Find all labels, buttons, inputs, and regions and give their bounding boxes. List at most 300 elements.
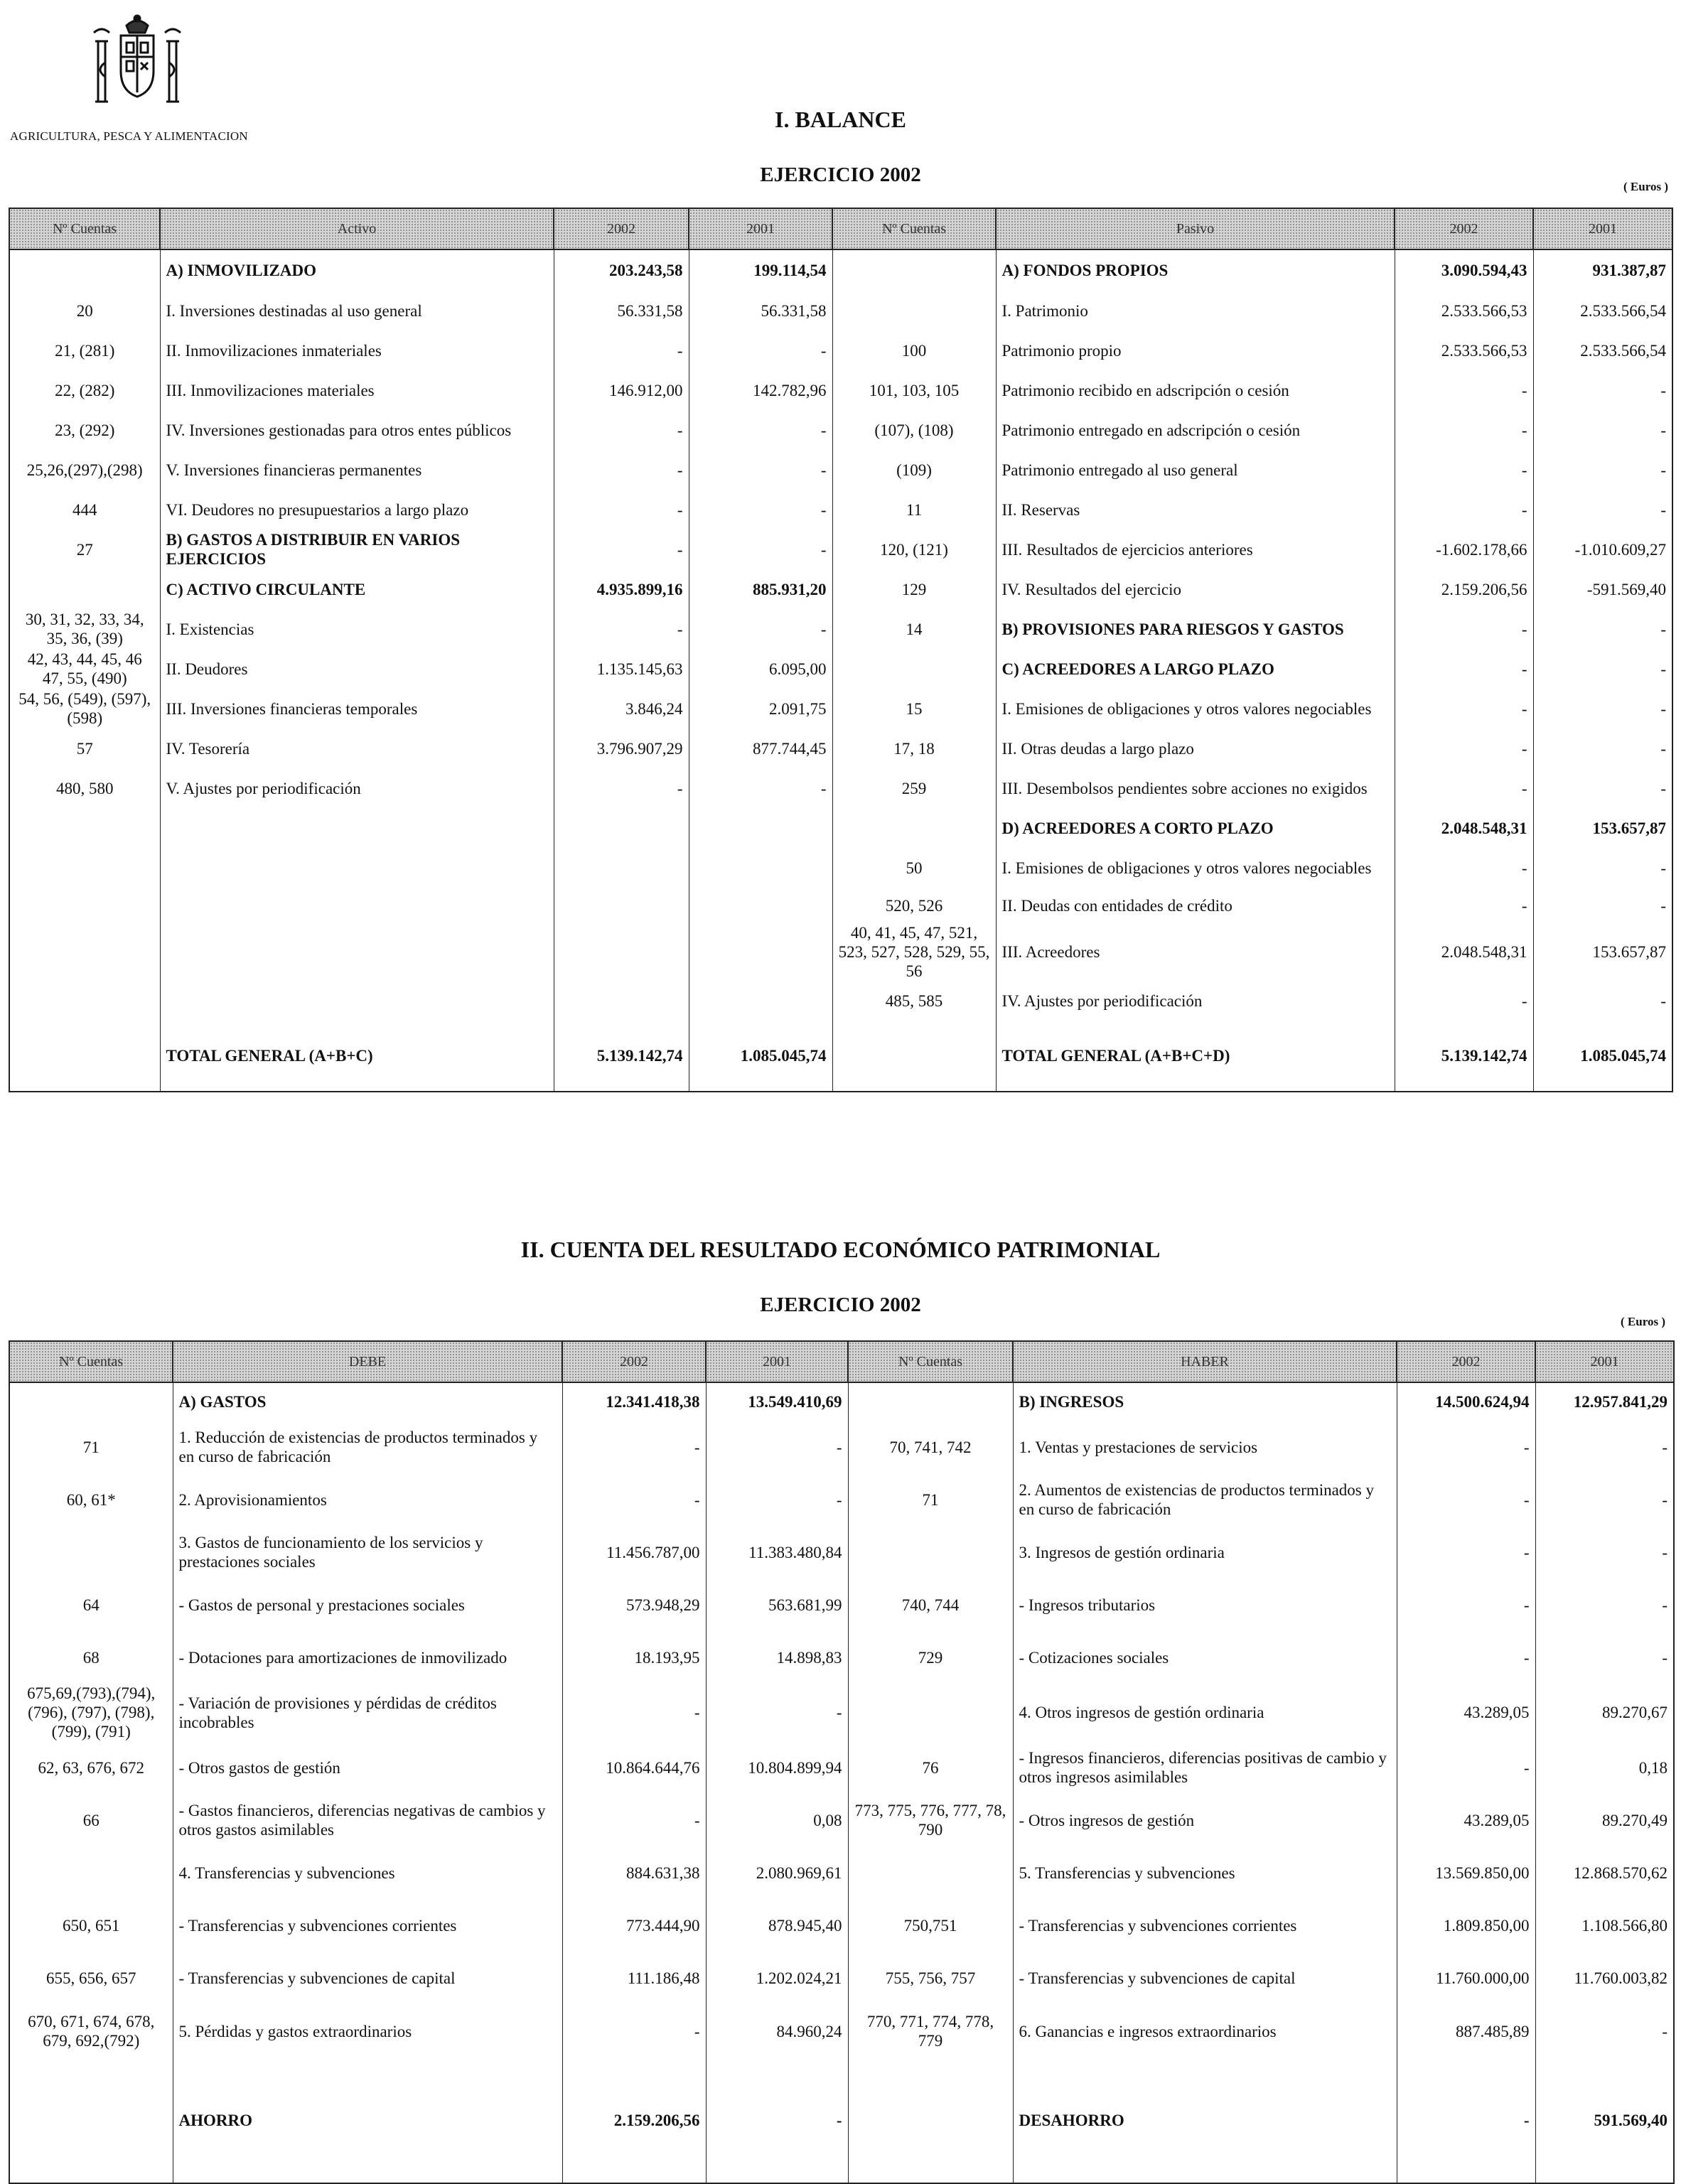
table-cell: 89.270,67 [1535,1684,1674,1741]
table-cell: - Ingresos tributarios [1013,1578,1397,1631]
table-row [9,291,1672,330]
balance-units: ( Euros ) [1623,180,1668,193]
table-cell: - [554,609,689,649]
table-cell: 670, 671, 674, 678, 679, 692,(792) [9,2004,173,2058]
table-cell: - Gastos financieros, diferencias negativas de cambios y otros gastos asimilables [173,1794,562,1846]
table-cell: - [1395,649,1533,689]
table-cell: 2. Aumentos de existencias de productos terminados y en curso de fabricación [1013,1473,1397,1526]
result-title: II. CUENTA DEL RESULTADO ECONÓMICO PATRIMONIAL [520,1237,1161,1262]
table-cell [832,291,996,330]
table-cell: 520, 526 [832,888,996,923]
column-header: 2002 [1397,1341,1535,1382]
table-cell: 10.804.899,94 [706,1741,848,1794]
table-row [9,1741,1674,1794]
table-cell: - [554,529,689,569]
column-header: 2001 [689,208,832,249]
table-cell: 50 [832,848,996,888]
table-cell: - [1395,768,1533,808]
table-cell: 740, 744 [848,1578,1013,1631]
table-cell: III. Desembolsos pendientes sobre acciones no exigidos [996,768,1395,808]
table-cell: -1.010.609,27 [1533,529,1672,569]
table-cell: DESAHORRO [1013,2058,1397,2183]
table-cell: - [1395,450,1533,490]
table-cell: - [1535,1578,1674,1631]
table-cell: 729 [848,1631,1013,1684]
table-cell: - [1533,410,1672,450]
table-cell: 22, (282) [9,370,160,410]
table-cell: 5. Pérdidas y gastos extraordinarios [173,2004,562,2058]
table-cell: V. Ajustes por periodificación [160,768,554,808]
table-cell: 11.456.787,00 [562,1526,706,1578]
table-row [9,848,1672,888]
table-cell: - [689,529,832,569]
table-cell [9,808,160,848]
table-row [9,1578,1674,1631]
table-cell: V. Inversiones financieras permanentes [160,450,554,490]
table-cell: B) GASTOS A DISTRIBUIR EN VARIOS EJERCICIOS [160,529,554,569]
table-cell: 6. Ganancias e ingresos extraordinarios [1013,2004,1397,2058]
table-cell: I. Patrimonio [996,291,1395,330]
table-cell: - [1395,410,1533,450]
table-cell: -591.569,40 [1533,569,1672,609]
table-cell: - [706,1684,848,1741]
table-row [9,1684,1674,1741]
table-cell: - Gastos de personal y prestaciones sociales [173,1578,562,1631]
table-cell: 650, 651 [9,1899,173,1952]
table-cell: - Transferencias y subvenciones de capital [1013,1952,1397,2004]
table-cell: 84.960,24 [706,2004,848,2058]
table-cell: - [1533,490,1672,529]
column-header: 2001 [1535,1341,1674,1382]
table-cell: 655, 656, 657 [9,1952,173,2004]
table-cell: 56.331,58 [689,291,832,330]
table-cell: 18.193,95 [562,1631,706,1684]
table-cell: - [1395,689,1533,728]
table-cell: 887.485,89 [1397,2004,1535,2058]
table-cell: 20 [9,291,160,330]
table-row [9,923,1672,981]
table-cell [9,923,160,981]
table-cell: 2.048.548,31 [1395,923,1533,981]
balance-title: I. BALANCE [775,107,906,132]
table-cell: IV. Ajustes por periodificación [996,981,1395,1021]
table-cell: III. Inmovilizaciones materiales [160,370,554,410]
table-cell: - [1533,981,1672,1021]
table-cell: - [1533,649,1672,689]
table-cell: 17, 18 [832,728,996,768]
table-cell [832,649,996,689]
table-cell: 12.341.418,38 [562,1382,706,1421]
table-cell [9,1382,173,1421]
column-header: 2002 [554,208,689,249]
table-cell: TOTAL GENERAL (A+B+C+D) [996,1021,1395,1092]
table-cell: - [1535,1473,1674,1526]
table-row [9,1899,1674,1952]
table-cell: 13.569.850,00 [1397,1846,1535,1899]
table-cell: - Ingresos financieros, diferencias positivas de cambio y otros ingresos asimilables [1013,1741,1397,1794]
table-row [9,2058,1674,2183]
table-cell: 60, 61* [9,1473,173,1526]
table-cell: - [1397,1741,1535,1794]
table-cell: I. Existencias [160,609,554,649]
table-cell [689,923,832,981]
table-cell [848,2058,1013,2183]
table-cell: 591.569,40 [1535,2058,1674,2183]
table-cell: A) INMOVILIZADO [160,249,554,291]
table-cell: - [1397,1526,1535,1578]
table-row [9,1952,1674,2004]
table-cell [160,888,554,923]
table-cell: - [1535,1526,1674,1578]
table-cell: 3.796.907,29 [554,728,689,768]
column-header: Nº Cuentas [9,208,160,249]
table-cell: 3. Gastos de funcionamiento de los servicios y prestaciones sociales [173,1526,562,1578]
table-cell: - [562,1421,706,1473]
table-cell: 1.108.566,80 [1535,1899,1674,1952]
table-cell: 259 [832,768,996,808]
table-row [9,1473,1674,1526]
table-cell: - [554,330,689,370]
table-cell: 70, 741, 742 [848,1421,1013,1473]
table-cell: 146.912,00 [554,370,689,410]
table-cell [832,808,996,848]
table-row [9,490,1672,529]
table-cell: 884.631,38 [562,1846,706,1899]
table-cell: 2.080.969,61 [706,1846,848,1899]
table-cell: II. Reservas [996,490,1395,529]
table-row [9,728,1672,768]
table-cell: 4.935.899,16 [554,569,689,609]
table-cell [832,249,996,291]
table-cell: 14 [832,609,996,649]
table-row [9,1021,1672,1092]
table-cell: - [706,2058,848,2183]
table-cell: II. Inmovilizaciones inmateriales [160,330,554,370]
table-cell: - [562,1794,706,1846]
table-cell: 153.657,87 [1533,923,1672,981]
result-header-row [9,1341,1674,1382]
table-cell: 71 [848,1473,1013,1526]
table-cell: - [1395,609,1533,649]
table-cell: II. Otras deudas a largo plazo [996,728,1395,768]
table-cell [9,1846,173,1899]
table-cell [689,981,832,1021]
column-header: Nº Cuentas [9,1341,173,1382]
table-cell: 15 [832,689,996,728]
table-cell: 76 [848,1741,1013,1794]
table-cell [848,1684,1013,1741]
table-cell: 10.864.644,76 [562,1741,706,1794]
table-cell: - [554,768,689,808]
table-row [9,450,1672,490]
table-cell: 2.091,75 [689,689,832,728]
table-cell: 2.533.566,53 [1395,291,1533,330]
table-cell [9,888,160,923]
table-cell [554,981,689,1021]
table-cell [160,848,554,888]
table-cell: 14.898,83 [706,1631,848,1684]
table-cell [848,1382,1013,1421]
table-row [9,649,1672,689]
table-cell: 100 [832,330,996,370]
table-cell: - [1395,888,1533,923]
table-cell: - [562,2004,706,2058]
table-cell: 13.549.410,69 [706,1382,848,1421]
table-cell: I. Emisiones de obligaciones y otros valores negociables [996,689,1395,728]
table-cell: 89.270,49 [1535,1794,1674,1846]
table-cell [554,923,689,981]
table-cell: - [689,609,832,649]
table-cell: - [689,450,832,490]
table-cell: D) ACREEDORES A CORTO PLAZO [996,808,1395,848]
table-cell: 0,08 [706,1794,848,1846]
table-cell: - [689,490,832,529]
table-row [9,1631,1674,1684]
table-cell: 2.533.566,54 [1533,330,1672,370]
table-cell: 42, 43, 44, 45, 46 47, 55, (490) [9,649,160,689]
table-cell: - [1397,1473,1535,1526]
table-cell: I. Inversiones destinadas al uso general [160,291,554,330]
table-cell [9,569,160,609]
table-cell: A) GASTOS [173,1382,562,1421]
table-cell: - [1535,1631,1674,1684]
table-cell: 1.202.024,21 [706,1952,848,2004]
table-cell: 2.533.566,54 [1533,291,1672,330]
table-cell: - [554,410,689,450]
table-cell [689,808,832,848]
table-cell [554,808,689,848]
table-cell: - [689,330,832,370]
table-cell: - [1395,370,1533,410]
column-header: Nº Cuentas [832,208,996,249]
table-cell: 129 [832,569,996,609]
column-header: 2002 [1395,208,1533,249]
column-header: 2002 [562,1341,706,1382]
table-cell: II. Deudores [160,649,554,689]
table-cell: - [1533,609,1672,649]
table-cell: - [689,768,832,808]
table-cell: 203.243,58 [554,249,689,291]
table-cell: 120, (121) [832,529,996,569]
table-cell: - Cotizaciones sociales [1013,1631,1397,1684]
table-cell: - [1397,1578,1535,1631]
table-cell: - [562,1473,706,1526]
table-row [9,1794,1674,1846]
table-cell: 62, 63, 676, 672 [9,1741,173,1794]
table-cell: 2.159.206,56 [1395,569,1533,609]
table-cell: 11 [832,490,996,529]
table-cell: 11.760.003,82 [1535,1952,1674,2004]
result-table [9,1340,1675,2184]
table-cell: 3.090.594,43 [1395,249,1533,291]
table-cell: 573.948,29 [562,1578,706,1631]
table-cell: IV. Inversiones gestionadas para otros entes públicos [160,410,554,450]
column-header: 2001 [1533,208,1672,249]
table-cell: 21, (281) [9,330,160,370]
table-row [9,2004,1674,2058]
table-cell [160,923,554,981]
table-cell [832,1021,996,1092]
table-cell: - [1395,728,1533,768]
table-cell [9,2058,173,2183]
table-cell: VI. Deudores no presupuestarios a largo plazo [160,490,554,529]
table-cell: - Otros ingresos de gestión [1013,1794,1397,1846]
column-header: Activo [160,208,554,249]
table-cell: 878.945,40 [706,1899,848,1952]
table-cell: 2.159.206,56 [562,2058,706,2183]
result-exercise: EJERCICIO 2002 [760,1293,921,1316]
table-cell: Patrimonio propio [996,330,1395,370]
table-cell [9,1526,173,1578]
table-cell [9,1021,160,1092]
table-row [9,330,1672,370]
table-cell: 30, 31, 32, 33, 34, 35, 36, (39) [9,609,160,649]
table-cell: B) INGRESOS [1013,1382,1397,1421]
table-cell: AHORRO [173,2058,562,2183]
table-cell: 1.809.850,00 [1397,1899,1535,1952]
table-cell: - [1533,888,1672,923]
table-cell: C) ACREEDORES A LARGO PLAZO [996,649,1395,689]
table-cell: 1.085.045,74 [689,1021,832,1092]
table-cell: 5.139.142,74 [1395,1021,1533,1092]
table-cell: III. Resultados de ejercicios anteriores [996,529,1395,569]
table-cell [160,981,554,1021]
table-cell: Patrimonio entregado al uso general [996,450,1395,490]
table-cell: - [1397,2058,1535,2183]
table-row [9,981,1672,1021]
table-row [9,1846,1674,1899]
table-cell: III. Acreedores [996,923,1395,981]
organization-name: AGRICULTURA, PESCA Y ALIMENTACION [10,129,248,143]
table-cell: 3.846,24 [554,689,689,728]
table-row [9,888,1672,923]
table-cell: - Otros gastos de gestión [173,1741,562,1794]
table-cell: 199.114,54 [689,249,832,291]
table-row [9,249,1672,291]
table-cell: IV. Tesorería [160,728,554,768]
table-cell: 12.868.570,62 [1535,1846,1674,1899]
balance-header-row [9,208,1672,249]
table-row [9,609,1672,649]
table-cell [848,1846,1013,1899]
table-cell: 3. Ingresos de gestión ordinaria [1013,1526,1397,1578]
table-cell [9,249,160,291]
balance-table [9,208,1673,1092]
table-cell: 773.444,90 [562,1899,706,1952]
column-header: 2001 [706,1341,848,1382]
table-cell: - [1533,768,1672,808]
table-cell: - Transferencias y subvenciones de capital [173,1952,562,2004]
table-row [9,1421,1674,1473]
table-row [9,410,1672,450]
table-cell: 755, 756, 757 [848,1952,1013,2004]
table-cell: 153.657,87 [1533,808,1672,848]
table-cell: 5. Transferencias y subvenciones [1013,1846,1397,1899]
column-header: HABER [1013,1341,1397,1382]
table-cell: - [1395,848,1533,888]
table-cell [554,848,689,888]
table-cell: 4. Otros ingresos de gestión ordinaria [1013,1684,1397,1741]
table-cell: 6.095,00 [689,649,832,689]
table-cell: - [1535,2004,1674,2058]
table-cell: 444 [9,490,160,529]
table-cell: 485, 585 [832,981,996,1021]
table-cell: 563.681,99 [706,1578,848,1631]
table-cell: 2.048.548,31 [1395,808,1533,848]
table-cell: - [1533,370,1672,410]
table-cell: 71 [9,1421,173,1473]
result-units: ( Euros ) [1621,1315,1665,1328]
table-cell: 2. Aprovisionamientos [173,1473,562,1526]
table-cell: - [1395,981,1533,1021]
table-cell: 1. Ventas y prestaciones de servicios [1013,1421,1397,1473]
table-row [9,1526,1674,1578]
column-header: Nº Cuentas [848,1341,1013,1382]
table-cell: 12.957.841,29 [1535,1382,1674,1421]
table-cell: - [1533,848,1672,888]
table-cell: 773, 775, 776, 777, 78, 790 [848,1794,1013,1846]
table-cell: TOTAL GENERAL (A+B+C) [160,1021,554,1092]
table-cell: 27 [9,529,160,569]
table-cell: - [554,490,689,529]
table-cell: - [1533,450,1672,490]
table-cell: 68 [9,1631,173,1684]
table-cell: 23, (292) [9,410,160,450]
table-cell: Patrimonio recibido en adscripción o cesión [996,370,1395,410]
table-row [9,768,1672,808]
table-cell: 675,69,(793),(794), (796), (797), (798), (799), (791) [9,1684,173,1741]
table-cell: 4. Transferencias y subvenciones [173,1846,562,1899]
table-cell: - [1397,1631,1535,1684]
table-cell: 64 [9,1578,173,1631]
table-cell: C) ACTIVO CIRCULANTE [160,569,554,609]
table-cell: - [1535,1421,1674,1473]
table-cell [689,888,832,923]
table-cell: - [1395,490,1533,529]
table-cell: 101, 103, 105 [832,370,996,410]
table-row [9,689,1672,728]
table-cell: - [1533,728,1672,768]
column-header: Pasivo [996,208,1395,249]
table-cell: 57 [9,728,160,768]
table-cell: 931.387,87 [1533,249,1672,291]
table-cell: 770, 771, 774, 778, 779 [848,2004,1013,2058]
table-cell: B) PROVISIONES PARA RIESGOS Y GASTOS [996,609,1395,649]
table-cell: (107), (108) [832,410,996,450]
table-cell: 66 [9,1794,173,1846]
table-cell: 11.760.000,00 [1397,1952,1535,2004]
table-cell [554,888,689,923]
table-cell: I. Emisiones de obligaciones y otros valores negociables [996,848,1395,888]
table-cell: 56.331,58 [554,291,689,330]
table-cell: - [1397,1421,1535,1473]
table-cell: A) FONDOS PROPIOS [996,249,1395,291]
table-cell: 111.186,48 [562,1952,706,2004]
table-cell: 1. Reducción de existencias de productos terminados y en curso de fabricación [173,1421,562,1473]
table-row [9,569,1672,609]
table-cell: 54, 56, (549), (597), (598) [9,689,160,728]
column-header: DEBE [173,1341,562,1382]
table-cell: 877.744,45 [689,728,832,768]
table-cell: 5.139.142,74 [554,1021,689,1092]
table-row [9,808,1672,848]
table-cell [160,808,554,848]
table-row [9,1382,1674,1421]
table-cell [9,981,160,1021]
table-cell: 25,26,(297),(298) [9,450,160,490]
table-cell: 2.533.566,53 [1395,330,1533,370]
table-cell: 1.085.045,74 [1533,1021,1672,1092]
